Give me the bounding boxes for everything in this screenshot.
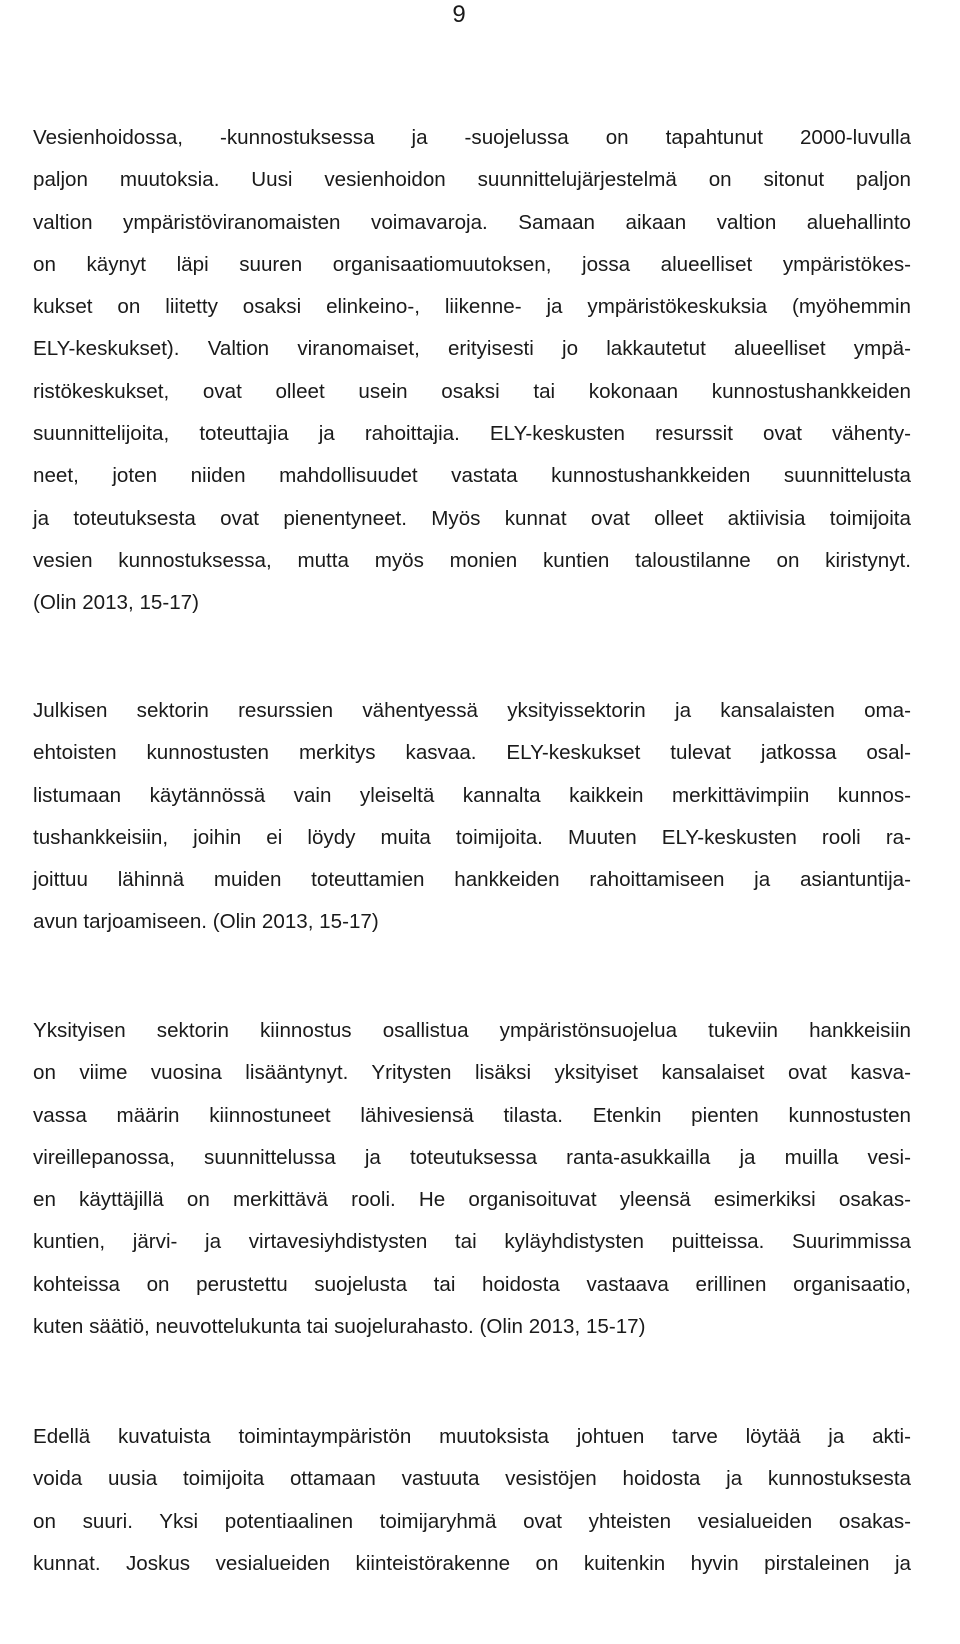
text-line: Edellä kuvatuista toimintaympäristön muutoksista johtuen tarve löytää ja akti-	[33, 1425, 911, 1448]
text-line: tushankkeisiin, joihin ei löydy muita toimijoita. Muuten ELY-keskusten rooli ra-	[33, 825, 911, 849]
page-number: 9	[452, 1, 466, 28]
text-line: kuten säätiö, neuvottelukunta tai suojelurahasto. (Olin 2013, 15-17)	[33, 1315, 646, 1339]
text-line: kunnat. Joskus vesialueiden kiinteistörakenne on kuitenkin hyvin pirstaleinen ja	[33, 1551, 911, 1575]
text-line: ehtoisten kunnostusten merkitys kasvaa. ELY-keskukset tulevat jatkossa osal-	[33, 741, 911, 765]
text-line: Yksityisen sektorin kiinnostus osallistua ympäristönsuojelua tukeviin hankkeisiin	[33, 1019, 911, 1042]
text-line: vassa määrin kiinnostuneet lähivesiensä tilasta. Etenkin pienten kunnostusten	[33, 1103, 911, 1127]
text-line: on viime vuosina lisääntynyt. Yritysten lisäksi yksityiset kansalaiset ovat kasva-	[33, 1061, 911, 1085]
text-line: voida uusia toimijoita ottamaan vastuuta vesistöjen hoidosta ja kunnostuksesta	[33, 1467, 911, 1491]
text-line: kohteissa on perustettu suojelusta tai hoidosta vastaava erillinen organisaatio,	[33, 1272, 911, 1296]
text-line: avun tarjoamiseen. (Olin 2013, 15-17)	[33, 910, 379, 934]
text-line: (Olin 2013, 15-17)	[33, 591, 199, 615]
text-line: kukset on liitetty osaksi elinkeino-, liikenne- ja ympäristökeskuksia (myöhemmin	[33, 295, 911, 319]
text-line: Vesienhoidossa, -kunnostuksessa ja -suojelussa on tapahtunut 2000-luvulla	[33, 126, 911, 149]
text-line: kuntien, järvi- ja virtavesiyhdistysten tai kyläyhdistysten puitteissa. Suurimmissa	[33, 1230, 911, 1254]
text-line: vireillepanossa, suunnittelussa ja toteutuksessa ranta-asukkailla ja muilla vesi-	[33, 1145, 911, 1169]
text-line: ristökeskukset, ovat olleet usein osaksi tai kokonaan kunnostushankkeiden	[33, 379, 911, 403]
text-line: listumaan käytännössä vain yleiseltä kannalta kaikkein merkittävimpiin kunnos-	[33, 783, 911, 807]
paragraph-2	[33, 690, 911, 944]
text-line: neet, joten niiden mahdollisuudet vastata kunnostushankkeiden suunnittelusta	[33, 464, 911, 488]
paragraph-1	[33, 117, 911, 625]
text-line: ja toteutuksesta ovat pienentyneet. Myös kunnat ovat olleet aktiivisia toimijoita	[33, 506, 911, 530]
text-line: vesien kunnostuksessa, mutta myös monien kuntien taloustilanne on kiristynyt.	[33, 548, 911, 572]
paragraph-4	[33, 1416, 911, 1585]
text-line: on käynyt läpi suuren organisaatiomuutoksen, jossa alueelliset ympäristökes-	[33, 252, 911, 276]
text-line: suunnittelijoita, toteuttajia ja rahoittajia. ELY-keskusten resurssit ovat vähenty-	[33, 422, 911, 446]
text-line: paljon muutoksia. Uusi vesienhoidon suunnittelujärjestelmä on sitonut paljon	[33, 168, 911, 192]
text-line: en käyttäjillä on merkittävä rooli. He organisoituvat yleensä esimerkiksi osakas-	[33, 1188, 911, 1212]
text-line: joittuu lähinnä muiden toteuttamien hankkeiden rahoittamiseen ja asiantuntija-	[33, 868, 911, 892]
text-line: valtion ympäristöviranomaisten voimavaroja. Samaan aikaan valtion aluehallinto	[33, 210, 911, 234]
paragraph-3	[33, 1010, 911, 1348]
text-line: on suuri. Yksi potentiaalinen toimijaryhmä ovat yhteisten vesialueiden osakas-	[33, 1509, 911, 1533]
text-line: Julkisen sektorin resurssien vähentyessä yksityissektorin ja kansalaisten oma-	[33, 699, 911, 722]
text-line: ELY-keskukset). Valtion viranomaiset, erityisesti jo lakkautetut alueelliset ympä-	[33, 337, 911, 361]
